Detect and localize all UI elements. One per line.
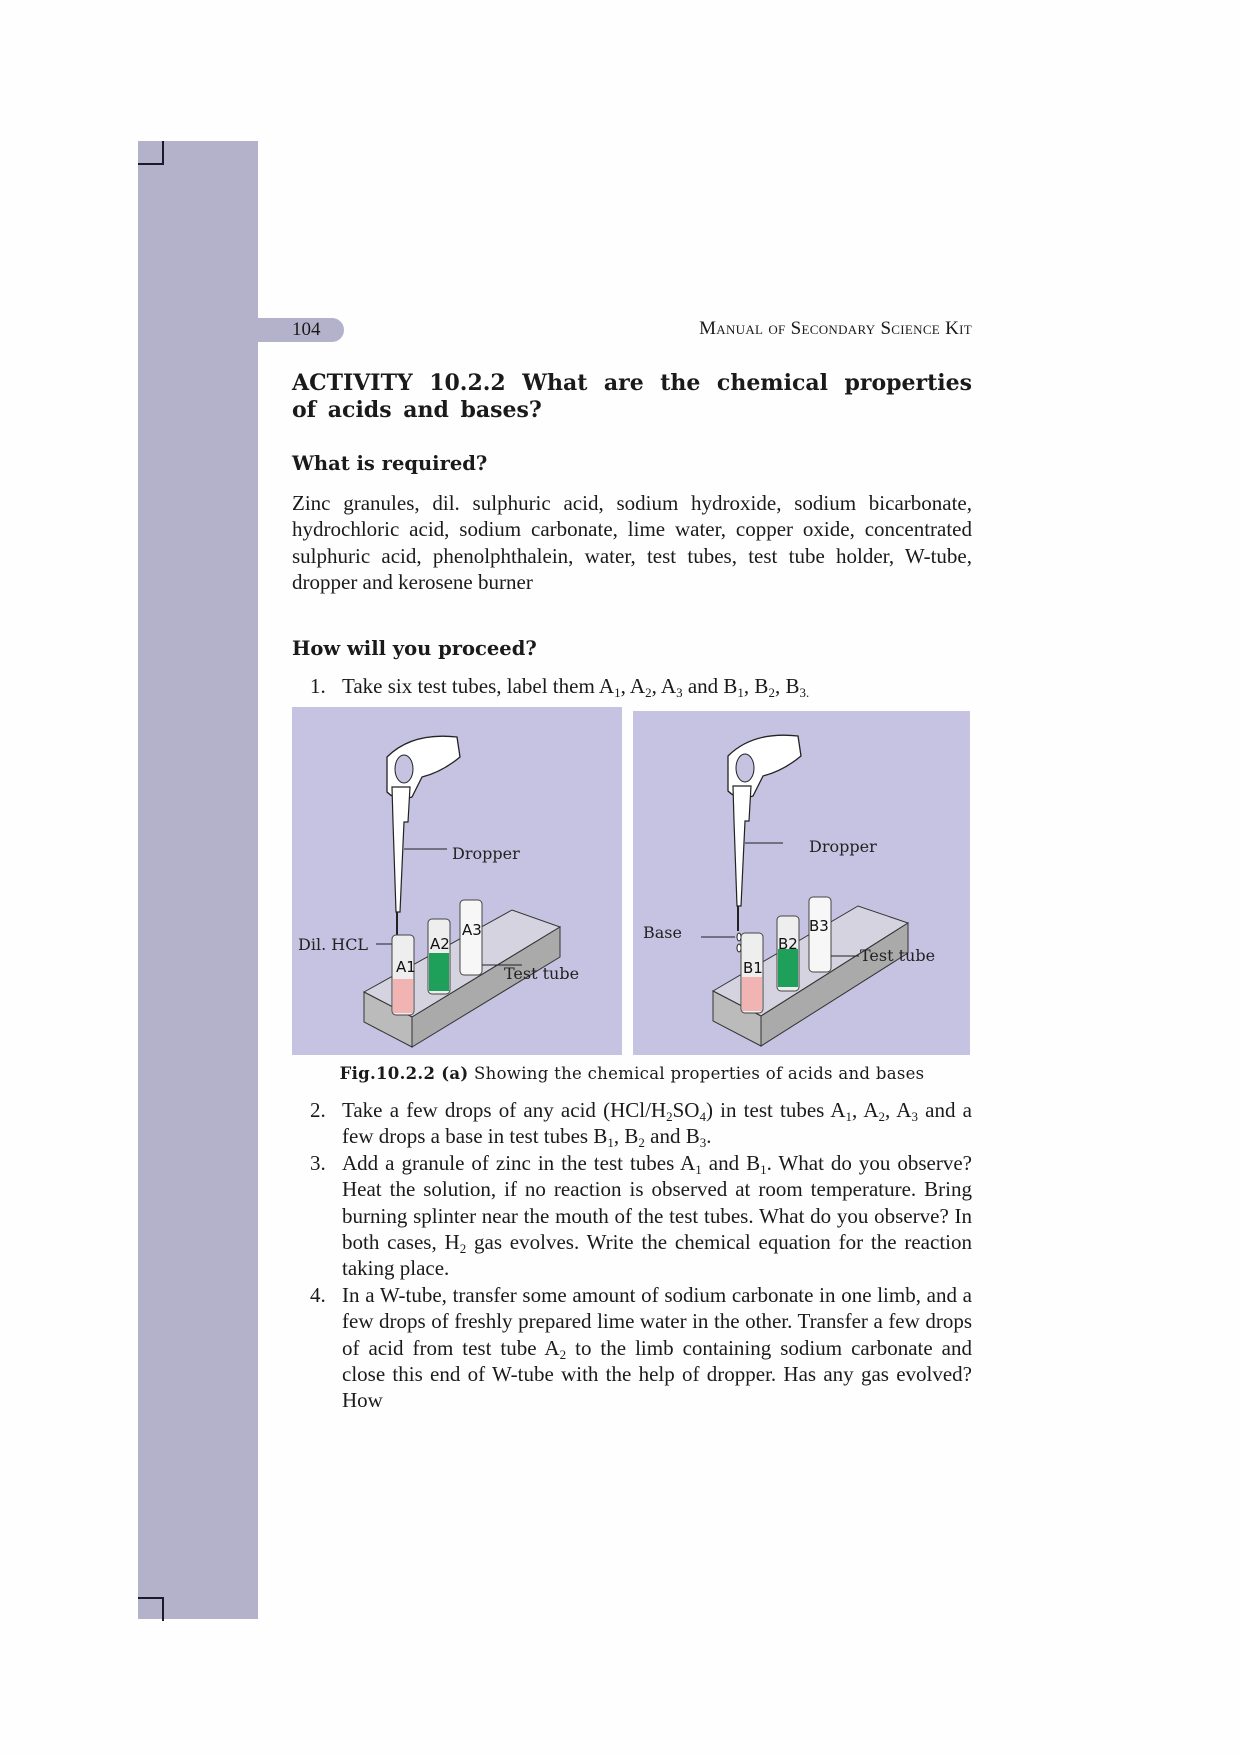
dropper-icon — [733, 786, 751, 952]
text-run: . — [706, 1124, 712, 1149]
text-run: Take a few drops of any acid (HCl/H — [342, 1098, 667, 1122]
test-tube-a1 — [392, 935, 416, 1015]
figure-number: Fig.10.2.2 (a) — [339, 1064, 469, 1083]
subscript: 2 — [768, 685, 775, 700]
figure-caption — [292, 1064, 972, 1083]
tube-label: B3 — [809, 917, 829, 935]
test-tube-label: Test tube — [504, 964, 580, 983]
step-2 — [292, 1097, 972, 1150]
text-run: , B — [743, 674, 769, 698]
text-run: and B — [701, 1150, 761, 1175]
running-title: Manual of Secondary Science Kit — [699, 318, 972, 339]
text-run: , B — [774, 674, 800, 698]
step-text — [342, 674, 809, 698]
reagent-label: Base — [643, 923, 682, 942]
text-run: , A — [852, 1098, 879, 1122]
subscript: 1 — [614, 685, 621, 700]
base-dropper-illustration — [633, 711, 970, 1055]
subscript: 1 — [695, 1161, 702, 1177]
text-run: , A — [651, 674, 677, 698]
required-heading: What is required? — [292, 452, 488, 475]
tube-label: A2 — [430, 935, 450, 953]
step-text — [342, 1098, 972, 1151]
activity-title: ACTIVITY 10.2.2 What are the chemical properties of acids and bases? — [292, 370, 972, 423]
text-run: and B — [682, 674, 738, 698]
figure-panel-acid — [292, 707, 622, 1055]
subscript: 3 — [911, 1109, 918, 1124]
subscript: 3. — [799, 685, 810, 700]
text-run: and a few drops a base in test tubes B — [342, 1098, 972, 1149]
caption-text: Showing the chemical properties of acids and bases — [474, 1064, 925, 1083]
text-run: In a W-tube, transfer some amount of sodium carbonate in one limb, and a few drops of freshly prepared lime water in the other. Transfer a few drops of acid from test tube A — [342, 1282, 972, 1360]
text-run: , A — [885, 1098, 912, 1122]
subscript: 2 — [559, 1346, 567, 1362]
text-run: and B — [644, 1124, 700, 1149]
test-tube-a3 — [460, 900, 482, 975]
steps-list — [292, 1097, 972, 1414]
procedure-heading: How will you proceed? — [292, 637, 537, 660]
reagent-label: Dil. HCL — [298, 935, 369, 954]
step-3 — [292, 1150, 972, 1282]
subscript: 2 — [459, 1241, 467, 1257]
dropper-label: Dropper — [809, 837, 877, 856]
figure-panel-base — [633, 711, 970, 1055]
subscript: 1 — [607, 1135, 614, 1151]
tube-label: B2 — [778, 935, 798, 953]
step-number: 1. — [310, 674, 326, 698]
crop-mark-bottom — [138, 1597, 164, 1621]
required-text: Zinc granules, dil. sulphuric acid, sodium hydroxide, sodium bicarbonate, hydrochloric acid, sodium carbonate, lime water, copper oxide, concentrated sulphuric acid, phenolphthalein, water, test tubes, test tube holder, W-tube, dropper and kerosene burner — [292, 491, 972, 595]
subscript: 4 — [699, 1109, 706, 1124]
text-run: , B — [613, 1124, 639, 1149]
dropper-icon — [392, 787, 410, 959]
text-run: Add a granule of zinc in the test tubes A — [342, 1150, 696, 1175]
subscript: 1 — [845, 1109, 853, 1124]
step-text — [342, 1151, 972, 1281]
text-run: SO — [672, 1098, 700, 1122]
text-run: . What do you observe? Heat the solution, if no reaction is observed at room temperature. Bring burning splinter near the mouth of the test tubes. What do you observe? In both cases, H — [342, 1150, 972, 1255]
test-tube-a2 — [428, 919, 450, 994]
crop-mark-top — [138, 141, 164, 165]
step-1-list — [292, 673, 972, 699]
subscript: 2 — [666, 1109, 673, 1124]
acid-dropper-illustration — [292, 707, 622, 1055]
test-tube-label: Test tube — [860, 946, 936, 965]
text-run: , A — [620, 674, 646, 698]
subscript: 1 — [737, 685, 744, 700]
subscript: 3 — [676, 685, 683, 700]
test-tube-b3 — [809, 897, 831, 972]
subscript: 2 — [638, 1135, 645, 1151]
step-text — [342, 1283, 972, 1413]
page-number: 104 — [258, 318, 344, 342]
test-tube-b1 — [741, 933, 763, 1013]
dropper-label: Dropper — [452, 844, 520, 863]
subscript: 3 — [699, 1135, 707, 1151]
step-number: 2. — [310, 1098, 326, 1122]
tube-label: B1 — [743, 959, 763, 977]
page-margin-band — [138, 141, 258, 1619]
subscript: 1 — [760, 1161, 767, 1177]
test-tube-b2 — [777, 916, 799, 991]
text-run: to the limb containing sodium carbonate and close this end of W-tube with the help of dropper. Has any gas evolved? How — [342, 1335, 972, 1413]
tube-label: A1 — [396, 958, 416, 976]
text-run: ) in test tubes A — [705, 1098, 846, 1122]
subscript: 2 — [645, 685, 652, 700]
text-run: Take six test tubes, label them A — [342, 674, 615, 698]
step-number: 4. — [310, 1282, 326, 1307]
tube-label: A3 — [462, 921, 482, 939]
text-run: gas evolves. Write the chemical equation for the reaction taking place. — [342, 1230, 972, 1281]
step-1 — [292, 673, 972, 699]
subscript: 2 — [878, 1109, 885, 1124]
step-number: 3. — [310, 1150, 326, 1175]
step-4 — [292, 1282, 972, 1414]
